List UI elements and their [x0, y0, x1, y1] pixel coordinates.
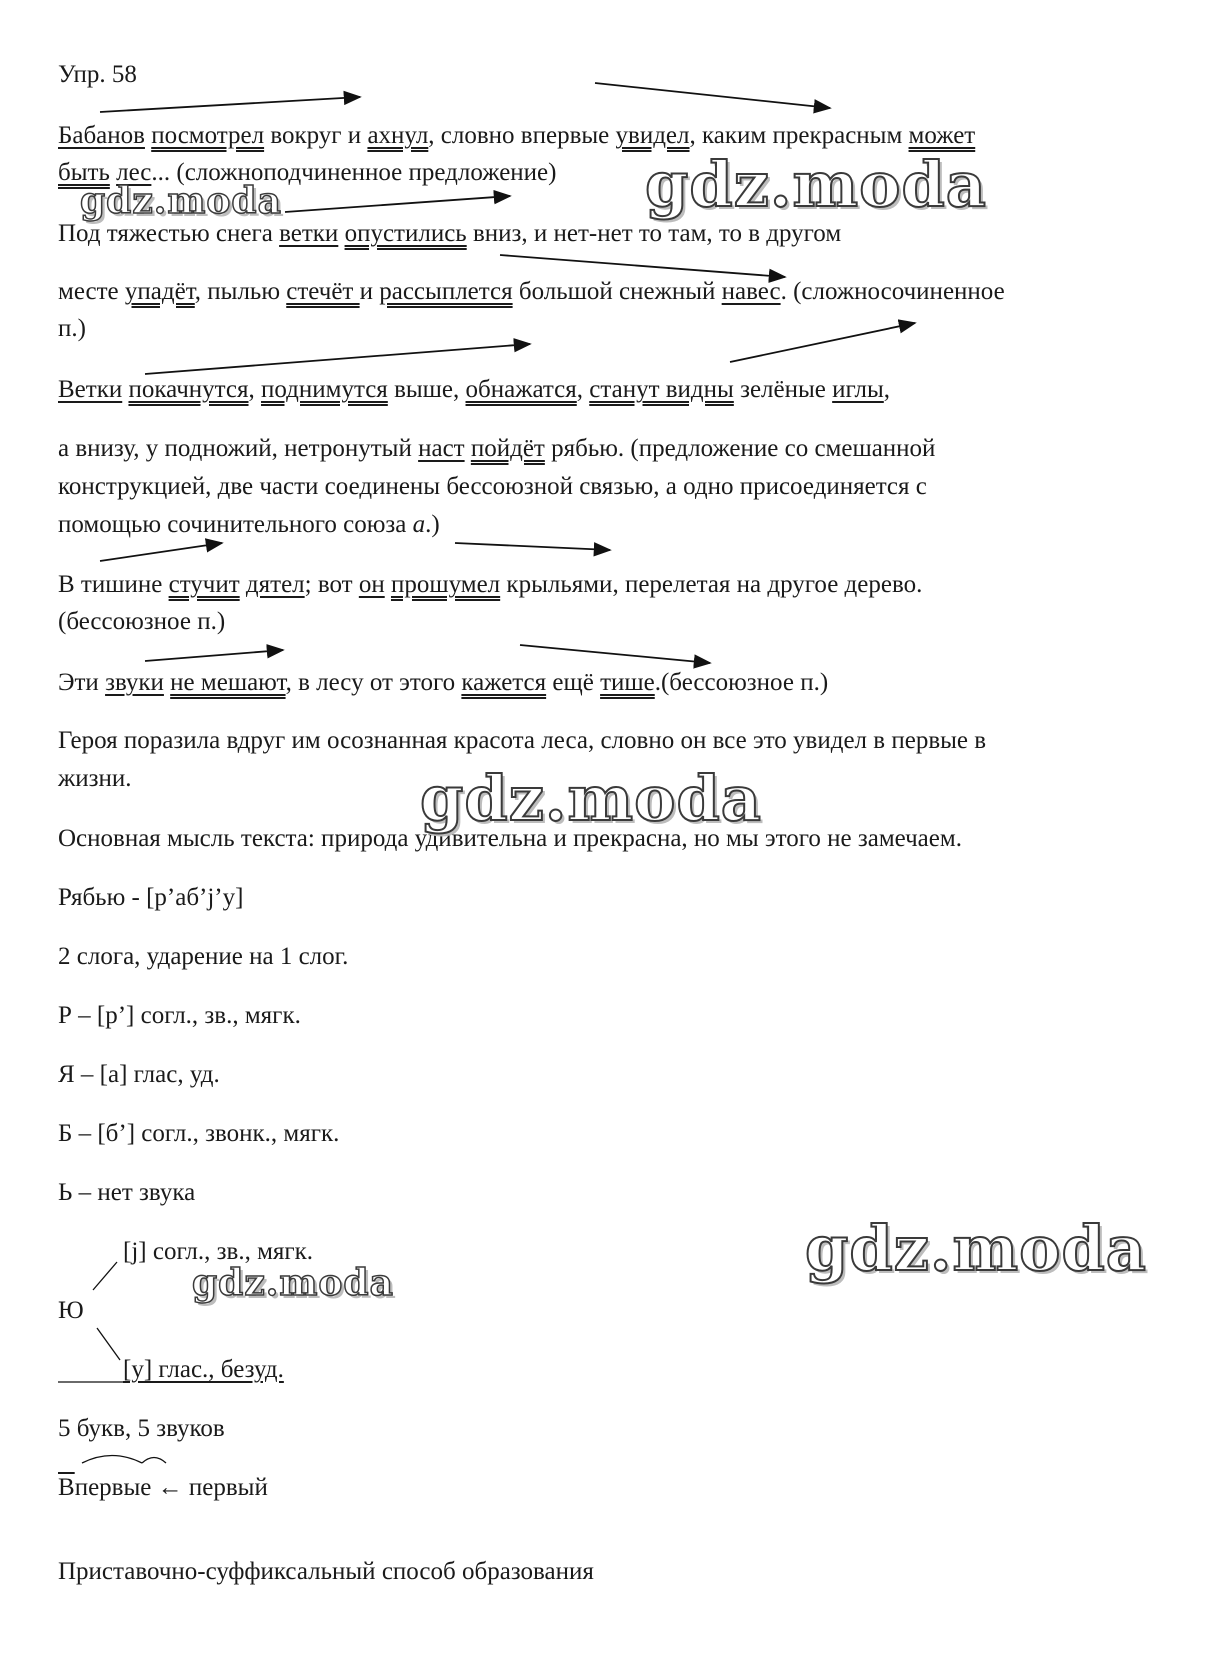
- main-idea: Основная мысль текста: природа удивительна и прекрасна, но мы этого не замечаем.: [58, 825, 962, 852]
- text: Под тяжестью снега: [58, 220, 280, 247]
- formation-method: Приставочно-суффиксальный способ образования: [58, 1558, 594, 1585]
- watermark: gdz.moda: [420, 762, 762, 835]
- branch-line: [97, 1328, 120, 1360]
- predicate: рассыплется: [379, 278, 513, 305]
- sentence-2-line-2: [58, 277, 1005, 307]
- sentence-5: [58, 668, 828, 698]
- predicate: обнажатся: [465, 376, 577, 403]
- predicate: стучит: [168, 571, 240, 598]
- predicate: увидел: [615, 122, 690, 149]
- suffix-arc: [142, 1458, 166, 1464]
- text: ,: [576, 376, 590, 403]
- text: вокруг и: [264, 122, 368, 149]
- sentence-4-line-2: (бессоюзное п.): [58, 608, 226, 635]
- predicate: покачнутся: [128, 376, 249, 403]
- letter-yu-j: [j] согл., зв., мягк.: [123, 1238, 314, 1265]
- text: . (сложносочиненное: [780, 278, 1005, 305]
- text: ,: [883, 376, 891, 403]
- text: зелёные: [733, 376, 833, 403]
- paragraph-1-line-2: жизни.: [58, 765, 132, 792]
- subject: Бабанов: [58, 122, 145, 149]
- subject: навес: [721, 278, 781, 305]
- arrow: [285, 196, 510, 212]
- letter-soft-sign: Ь – нет звука: [58, 1179, 196, 1206]
- predicate: пойдёт: [470, 435, 545, 462]
- arrow: [595, 83, 830, 108]
- subject: наст: [418, 435, 465, 462]
- text: крыльями, перелетая на другое дерево.: [500, 571, 923, 598]
- arrow: [100, 543, 222, 561]
- suffix-arc: [82, 1456, 142, 1464]
- syllables-info: 2 слога, ударение на 1 слог.: [58, 943, 349, 970]
- letter-yu: Ю: [58, 1297, 84, 1324]
- text: Эти: [58, 669, 106, 696]
- subject: он: [358, 571, 385, 598]
- sentence-2-line-3: п.): [58, 315, 86, 342]
- predicate: поднимутся: [261, 376, 388, 403]
- text: выше,: [387, 376, 466, 403]
- text: , в лесу от этого: [285, 669, 462, 696]
- text: , каким прекрасным: [689, 122, 909, 149]
- arrow: [145, 650, 283, 661]
- watermark: gdz.moda: [192, 1262, 394, 1304]
- arrow: [520, 645, 710, 663]
- subject: звуки: [105, 669, 164, 696]
- prefix: В: [58, 1474, 75, 1501]
- root: перв: [74, 1474, 124, 1501]
- text: вниз, и нет-нет то там, то в другом: [466, 220, 842, 247]
- subject: иглы: [832, 376, 884, 403]
- predicate: упадёт: [124, 278, 195, 305]
- ending: ые: [123, 1474, 152, 1501]
- arrow: [500, 255, 785, 277]
- letter-yu-u: [123, 1355, 284, 1385]
- subject: лес: [116, 159, 152, 186]
- text: ,: [248, 376, 262, 403]
- sentence-3-line-1: [58, 375, 890, 405]
- text: а внизу, у подножий, нетронутый: [58, 435, 419, 462]
- text: помощью сочинительного союза: [58, 511, 413, 538]
- text: месте: [58, 278, 125, 305]
- subject: ветки: [279, 220, 339, 247]
- arrow: [145, 344, 530, 374]
- text: .(бессоюзное п.): [654, 669, 829, 696]
- watermark: gdz.moda: [805, 1212, 1147, 1285]
- text: В тишине: [58, 571, 169, 598]
- predicate: опустились: [344, 220, 467, 247]
- branch-line: [93, 1262, 117, 1290]
- text: ; вот: [304, 571, 359, 598]
- predicate: кажется: [461, 669, 547, 696]
- predicate: посмотрел: [151, 122, 265, 149]
- predicate: прошумел: [390, 571, 501, 598]
- arrow: [730, 323, 915, 362]
- sentence-2-line-1: [58, 219, 841, 249]
- sentence-3-line-3: конструкцией, две части соединены бессоюзной связью, а одно присоединяется с: [58, 473, 927, 500]
- phonetic-transcription: Рябью - [р’аб’j’у]: [58, 884, 244, 911]
- predicate: ахнул: [367, 122, 429, 149]
- watermark: gdz.moda: [80, 180, 282, 222]
- text: рябью. (предложение со смешанной: [544, 435, 936, 462]
- predicate: быть: [58, 159, 110, 186]
- letter-ya: Я – [а] глас, уд.: [58, 1061, 220, 1088]
- arrow: [100, 97, 360, 112]
- text: ещё: [546, 669, 601, 696]
- arrow: [455, 543, 610, 550]
- exercise-title: Упр. 58: [58, 61, 137, 88]
- text: [у] глас., безуд.: [123, 1356, 284, 1383]
- sentence-1-line-1: [58, 121, 975, 151]
- subject: Ветки: [58, 376, 123, 403]
- text: , пылью: [194, 278, 287, 305]
- derivation-arrow: ← первый: [151, 1474, 268, 1501]
- predicate: тише: [600, 669, 655, 696]
- letter-b: Б – [б’] согл., звонк., мягк.: [58, 1120, 340, 1147]
- word-formation: [58, 1473, 268, 1503]
- subject: дятел: [245, 571, 305, 598]
- watermark: gdz.moda: [645, 148, 987, 221]
- paragraph-1-line-1: Героя поразила вдруг им осознанная красота леса, словно он все это увидел в первые в: [58, 727, 987, 754]
- predicate: не мешают: [170, 669, 286, 696]
- predicate: станут видны: [589, 376, 734, 403]
- sentence-3-line-2: [58, 434, 935, 464]
- text: , словно впервые: [428, 122, 616, 149]
- sentence-3-line-4: [58, 510, 440, 540]
- predicate: может: [908, 122, 976, 149]
- text: и: [359, 278, 380, 305]
- conjunction: а: [412, 511, 426, 538]
- sentence-4-line-1: [58, 570, 922, 600]
- text: ... (сложноподчиненное предложение): [151, 159, 557, 186]
- text: .): [425, 511, 440, 538]
- letter-r: Р – [р’] согл., зв., мягк.: [58, 1002, 301, 1029]
- text: большой снежный: [512, 278, 722, 305]
- letters-sounds-summary: 5 букв, 5 звуков: [58, 1415, 225, 1442]
- predicate: стечёт: [286, 278, 360, 305]
